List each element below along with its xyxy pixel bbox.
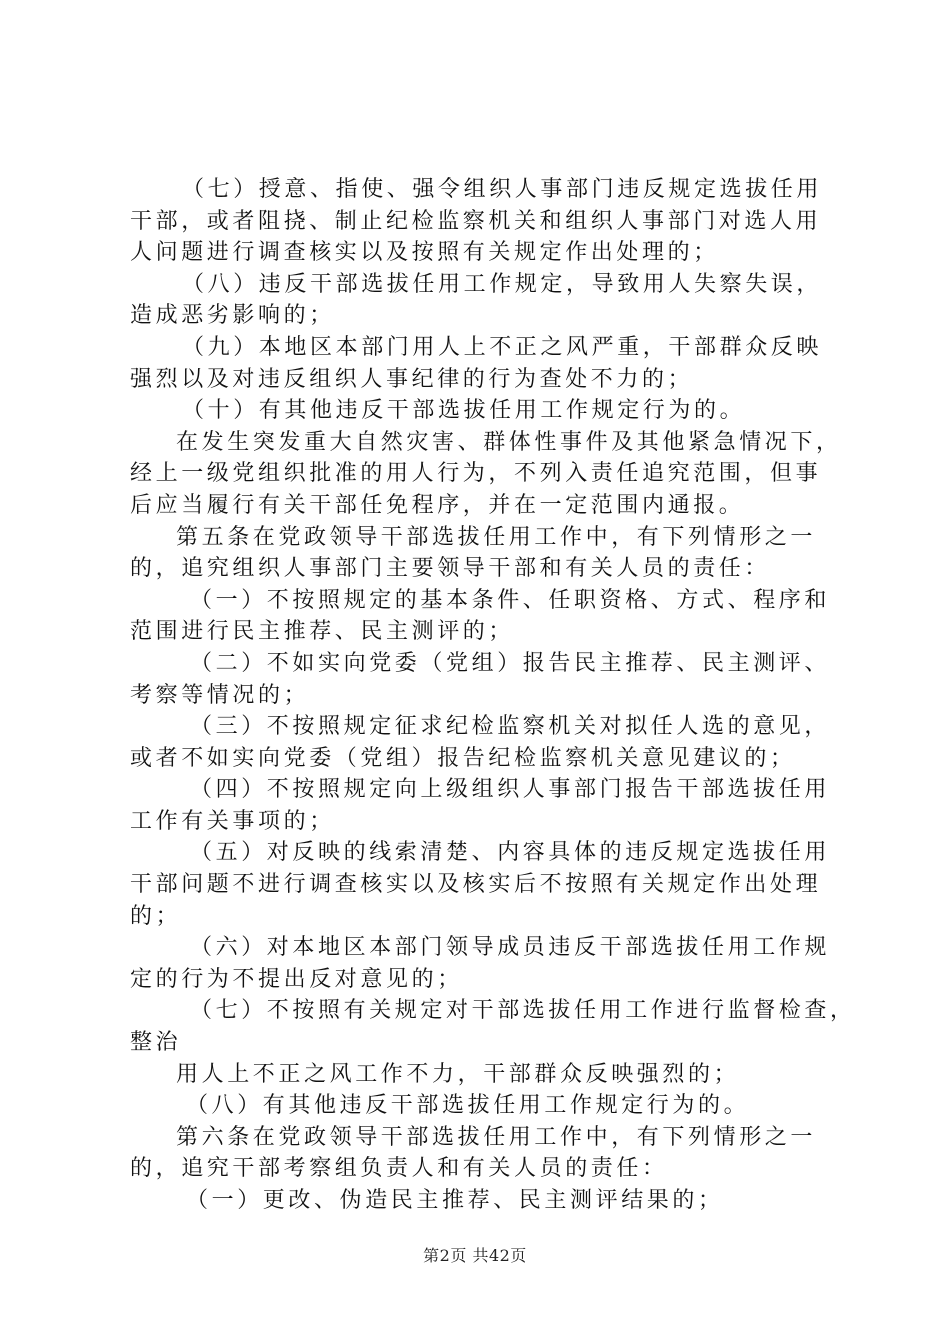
text-line: （五）对反映的线索清楚、内容具体的违反规定选拔任用 [190, 840, 831, 866]
text-line: 第五条在党政领导干部选拔任用工作中，有下列情形之一 [176, 524, 817, 550]
text-line: 或者不如实向党委（党组）报告纪检监察机关意见建议的； [130, 745, 796, 771]
text-line: 考察等情况的； [130, 682, 310, 708]
text-line: 定的行为不提出反对意见的； [130, 966, 463, 992]
text-line: 强烈以及对违反组织人事纪律的行为查处不力的； [130, 366, 694, 392]
page-number-footer: 第2页 共42页 [423, 1246, 527, 1265]
text-line: 的，追究干部考察组负责人和有关人员的责任： [130, 1156, 668, 1182]
text-line: 干部问题不进行调查核实以及核实后不按照有关规定作出处理 [130, 872, 822, 898]
document-body [130, 174, 856, 1217]
text-line: 的； [130, 903, 182, 929]
text-line: （八）违反干部选拔任用工作规定，导致用人失察失误， [182, 271, 823, 297]
text-line: 范围进行民主推荐、民主测评的； [130, 619, 515, 645]
text-line: （七）不按照有关规定对干部选拔任用工作进行监督检查， [190, 998, 856, 1024]
text-line: 的，追究组织人事部门主要领导干部和有关人员的责任： [130, 556, 771, 582]
text-line: （十）有其他违反干部选拔任用工作规定行为的。 [182, 398, 746, 424]
text-line: 在发生突发重大自然灾害、群体性事件及其他紧急情况下， [176, 429, 842, 455]
text-line: （三）不按照规定征求纪检监察机关对拟任人选的意见， [190, 714, 831, 740]
text-line: 第六条在党政领导干部选拔任用工作中，有下列情形之一 [176, 1124, 817, 1150]
text-line: 整治 [130, 1030, 182, 1056]
text-line: 用人上不正之风工作不力，干部群众反映强烈的； [176, 1061, 740, 1087]
text-line: 干部，或者阻挠、制止纪检监察机关和组织人事部门对选人用 [130, 208, 822, 234]
text-line: （八）有其他违反干部选拔任用工作规定行为的。 [186, 1093, 750, 1119]
text-line: 经上一级党组织批准的用人行为，不列入责任追究范围，但事 [130, 461, 822, 487]
text-line: 后应当履行有关干部任免程序，并在一定范围内通报。 [130, 492, 745, 518]
text-line: （二）不如实向党委（党组）报告民主推荐、民主测评、 [190, 650, 831, 676]
text-line: （一）不按照规定的基本条件、任职资格、方式、程序和 [190, 587, 831, 613]
text-line: （一）更改、伪造民主推荐、民主测评结果的； [186, 1188, 724, 1213]
text-line: 造成恶劣影响的； [130, 303, 335, 329]
text-line: （七）授意、指使、强令组织人事部门违反规定选拔任用 [182, 177, 823, 202]
text-line: （六）对本地区本部门领导成员违反干部选拔任用工作规 [190, 935, 831, 961]
text-line: 工作有关事项的； [130, 808, 335, 834]
text-line: 人问题进行调查核实以及按照有关规定作出处理的； [130, 240, 719, 266]
text-line: （四）不按照规定向上级组织人事部门报告干部选拔任用 [190, 777, 831, 803]
text-line: （九）本地区本部门用人上不正之风严重，干部群众反映 [182, 334, 823, 360]
